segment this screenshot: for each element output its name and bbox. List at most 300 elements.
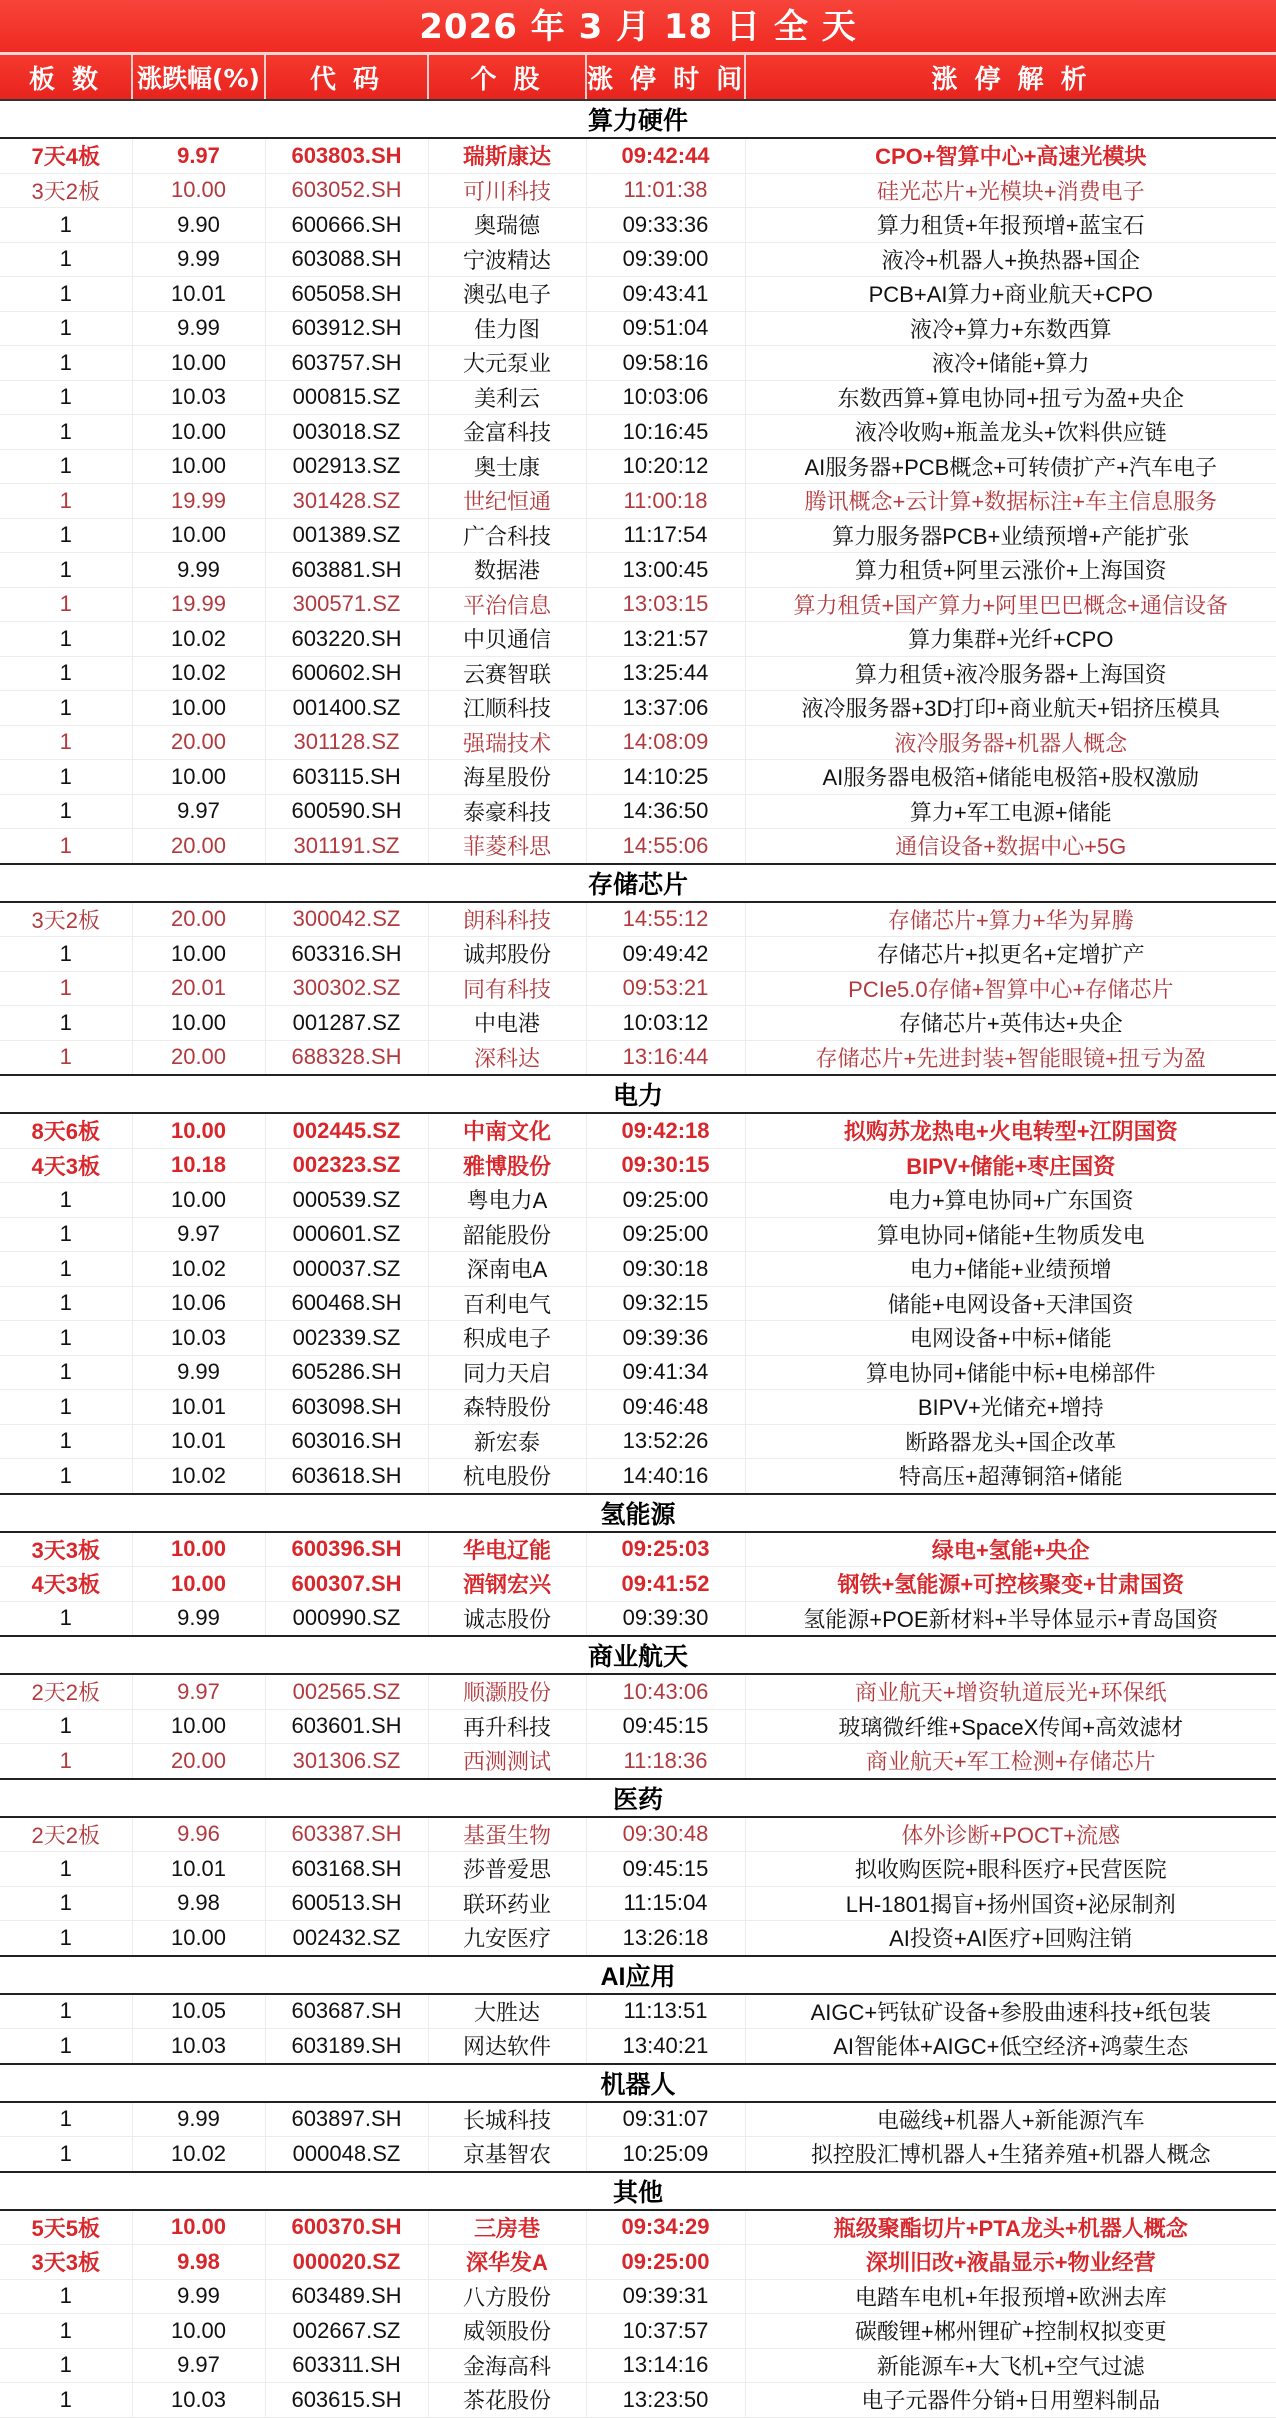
cell-code: 002432.SZ xyxy=(265,1921,428,1956)
cell-limit-time: 10:25:09 xyxy=(586,2137,745,2172)
cell-stock-name: 平治信息 xyxy=(428,587,586,622)
cell-change-pct: 10.00 xyxy=(132,1006,265,1041)
cell-stock-name: 可川科技 xyxy=(428,173,586,208)
cell-change-pct: 20.00 xyxy=(132,902,265,937)
cell-reason: AI服务器电极箔+储能电极箔+股权激励 xyxy=(745,760,1276,795)
cell-boards: 1 xyxy=(0,518,132,553)
cell-stock-name: 联环药业 xyxy=(428,1886,586,1921)
cell-boards: 1 xyxy=(0,553,132,588)
cell-change-pct: 10.03 xyxy=(132,2383,265,2418)
table-row xyxy=(0,1459,1276,1494)
cell-stock-name: 强瑞技术 xyxy=(428,725,586,760)
cell-reason: AI智能体+AIGC+低空经济+鸿蒙生态 xyxy=(745,2029,1276,2064)
table-row xyxy=(0,1217,1276,1252)
table-row xyxy=(0,415,1276,450)
cell-code: 603189.SH xyxy=(265,2029,428,2064)
cell-boards: 1 xyxy=(0,1252,132,1287)
cell-code: 603168.SH xyxy=(265,1852,428,1887)
section-header-row xyxy=(0,100,1276,138)
cell-limit-time: 09:25:03 xyxy=(586,1532,745,1567)
cell-boards: 1 xyxy=(0,829,132,864)
cell-limit-time: 09:39:30 xyxy=(586,1601,745,1636)
cell-change-pct: 10.02 xyxy=(132,656,265,691)
cell-reason: 通信设备+数据中心+5G xyxy=(745,829,1276,864)
table-row xyxy=(0,484,1276,519)
cell-reason: LH-1801揭盲+扬州国资+泌尿制剂 xyxy=(745,1886,1276,1921)
cell-stock-name: 京基智农 xyxy=(428,2137,586,2172)
cell-limit-time: 13:00:45 xyxy=(586,553,745,588)
cell-reason: 存储芯片+英伟达+央企 xyxy=(745,1006,1276,1041)
cell-stock-name: 三房巷 xyxy=(428,2210,586,2245)
cell-stock-name: 世纪恒通 xyxy=(428,484,586,519)
table-row xyxy=(0,2137,1276,2172)
col-header-limit-time: 涨 停 时 间 xyxy=(586,55,745,100)
cell-code: 600590.SH xyxy=(265,794,428,829)
cell-limit-time: 09:31:07 xyxy=(586,2102,745,2137)
table-row xyxy=(0,691,1276,726)
table-row xyxy=(0,208,1276,243)
cell-stock-name: 奥士康 xyxy=(428,449,586,484)
cell-code: 600307.SH xyxy=(265,1567,428,1602)
cell-boards: 2天2板 xyxy=(0,1817,132,1852)
cell-limit-time: 11:00:18 xyxy=(586,484,745,519)
cell-limit-time: 13:21:57 xyxy=(586,622,745,657)
cell-stock-name: 网达软件 xyxy=(428,2029,586,2064)
cell-code: 603311.SH xyxy=(265,2348,428,2383)
cell-stock-name: 菲菱科思 xyxy=(428,829,586,864)
cell-limit-time: 13:23:50 xyxy=(586,2383,745,2418)
cell-change-pct: 9.97 xyxy=(132,1674,265,1709)
cell-code: 003018.SZ xyxy=(265,415,428,450)
cell-limit-time: 11:13:51 xyxy=(586,1994,745,2029)
cell-reason: 算力租赁+年报预增+蓝宝石 xyxy=(745,208,1276,243)
cell-change-pct: 10.18 xyxy=(132,1148,265,1183)
table-row xyxy=(0,656,1276,691)
cell-stock-name: 美利云 xyxy=(428,380,586,415)
cell-boards: 5天5板 xyxy=(0,2210,132,2245)
cell-reason: 算力+军工电源+储能 xyxy=(745,794,1276,829)
cell-reason: 深圳旧改+液晶显示+物业经营 xyxy=(745,2245,1276,2280)
cell-code: 603098.SH xyxy=(265,1390,428,1425)
cell-reason: AI服务器+PCB概念+可转债扩产+汽车电子 xyxy=(745,449,1276,484)
cell-change-pct: 19.99 xyxy=(132,484,265,519)
table-row xyxy=(0,518,1276,553)
cell-stock-name: 韶能股份 xyxy=(428,1217,586,1252)
section-header-row xyxy=(0,1956,1276,1994)
cell-change-pct: 9.97 xyxy=(132,138,265,173)
cell-reason: 氢能源+POE新材料+半导体显示+青岛国资 xyxy=(745,1601,1276,1636)
cell-code: 001400.SZ xyxy=(265,691,428,726)
col-header-code: 代 码 xyxy=(265,55,428,100)
cell-reason: 存储芯片+先进封装+智能眼镜+扭亏为盈 xyxy=(745,1040,1276,1075)
cell-limit-time: 09:46:48 xyxy=(586,1390,745,1425)
section-title: 电力 xyxy=(0,1075,1276,1113)
cell-reason: 算力租赁+阿里云涨价+上海国资 xyxy=(745,553,1276,588)
cell-reason: 电网设备+中标+储能 xyxy=(745,1321,1276,1356)
cell-reason: PCB+AI算力+商业航天+CPO xyxy=(745,277,1276,312)
section-header-row xyxy=(0,2064,1276,2102)
cell-boards: 1 xyxy=(0,1217,132,1252)
cell-boards: 1 xyxy=(0,1886,132,1921)
cell-limit-time: 10:37:57 xyxy=(586,2314,745,2349)
table-row xyxy=(0,2314,1276,2349)
cell-code: 603052.SH xyxy=(265,173,428,208)
cell-boards: 1 xyxy=(0,415,132,450)
table-row xyxy=(0,449,1276,484)
cell-reason: 瓶级聚酯切片+PTA龙头+机器人概念 xyxy=(745,2210,1276,2245)
cell-limit-time: 09:51:04 xyxy=(586,311,745,346)
cell-change-pct: 20.00 xyxy=(132,1040,265,1075)
cell-stock-name: 雅博股份 xyxy=(428,1148,586,1183)
cell-boards: 1 xyxy=(0,622,132,657)
cell-boards: 1 xyxy=(0,2102,132,2137)
cell-change-pct: 10.00 xyxy=(132,449,265,484)
table-row xyxy=(0,1148,1276,1183)
cell-code: 603912.SH xyxy=(265,311,428,346)
cell-limit-time: 09:42:18 xyxy=(586,1113,745,1148)
cell-stock-name: 瑞斯康达 xyxy=(428,138,586,173)
table-row xyxy=(0,346,1276,381)
cell-code: 300571.SZ xyxy=(265,587,428,622)
cell-code: 600370.SH xyxy=(265,2210,428,2245)
cell-boards: 1 xyxy=(0,484,132,519)
cell-stock-name: 诚邦股份 xyxy=(428,937,586,972)
cell-limit-time: 09:32:15 xyxy=(586,1286,745,1321)
cell-code: 603220.SH xyxy=(265,622,428,657)
cell-boards: 1 xyxy=(0,691,132,726)
table-row xyxy=(0,1921,1276,1956)
table-row xyxy=(0,1532,1276,1567)
cell-reason: 液冷+机器人+换热器+国企 xyxy=(745,242,1276,277)
cell-limit-time: 10:03:06 xyxy=(586,380,745,415)
cell-reason: 液冷收购+瓶盖龙头+饮料供应链 xyxy=(745,415,1276,450)
cell-change-pct: 9.97 xyxy=(132,1217,265,1252)
section-header-row xyxy=(0,864,1276,902)
table-row xyxy=(0,1567,1276,1602)
cell-limit-time: 09:39:36 xyxy=(586,1321,745,1356)
cell-change-pct: 19.99 xyxy=(132,587,265,622)
cell-change-pct: 10.06 xyxy=(132,1286,265,1321)
cell-reason: 东数西算+算电协同+扭亏为盈+央企 xyxy=(745,380,1276,415)
cell-code: 001389.SZ xyxy=(265,518,428,553)
cell-limit-time: 13:40:21 xyxy=(586,2029,745,2064)
cell-reason: 电力+储能+业绩预增 xyxy=(745,1252,1276,1287)
cell-boards: 2天2板 xyxy=(0,1674,132,1709)
cell-change-pct: 10.00 xyxy=(132,1921,265,1956)
cell-boards: 1 xyxy=(0,2137,132,2172)
cell-limit-time: 09:45:15 xyxy=(586,1852,745,1887)
cell-reason: PCIe5.0存储+智算中心+存储芯片 xyxy=(745,971,1276,1006)
cell-stock-name: 酒钢宏兴 xyxy=(428,1567,586,1602)
cell-reason: BIPV+光储充+增持 xyxy=(745,1390,1276,1425)
cell-code: 603615.SH xyxy=(265,2383,428,2418)
cell-code: 603316.SH xyxy=(265,937,428,972)
cell-code: 000815.SZ xyxy=(265,380,428,415)
cell-code: 002445.SZ xyxy=(265,1113,428,1148)
cell-boards: 1 xyxy=(0,208,132,243)
cell-change-pct: 9.97 xyxy=(132,2348,265,2383)
cell-limit-time: 09:41:34 xyxy=(586,1355,745,1390)
cell-change-pct: 10.00 xyxy=(132,415,265,450)
cell-limit-time: 09:30:18 xyxy=(586,1252,745,1287)
section-title: 存储芯片 xyxy=(0,864,1276,902)
section-title: 氢能源 xyxy=(0,1494,1276,1532)
col-header-stock: 个 股 xyxy=(428,55,586,100)
table-row xyxy=(0,1709,1276,1744)
cell-code: 603601.SH xyxy=(265,1709,428,1744)
cell-reason: 算力集群+光纤+CPO xyxy=(745,622,1276,657)
cell-limit-time: 11:17:54 xyxy=(586,518,745,553)
cell-boards: 1 xyxy=(0,2383,132,2418)
cell-code: 002667.SZ xyxy=(265,2314,428,2349)
cell-reason: AI投资+AI医疗+回购注销 xyxy=(745,1921,1276,1956)
table-row xyxy=(0,1817,1276,1852)
table-row xyxy=(0,138,1276,173)
section-header-row xyxy=(0,1494,1276,1532)
cell-boards: 1 xyxy=(0,794,132,829)
cell-change-pct: 9.99 xyxy=(132,2279,265,2314)
cell-stock-name: 江顺科技 xyxy=(428,691,586,726)
cell-reason: 电子元器件分销+日用塑料制品 xyxy=(745,2383,1276,2418)
cell-reason: 商业航天+军工检测+存储芯片 xyxy=(745,1744,1276,1779)
cell-change-pct: 10.05 xyxy=(132,1994,265,2029)
cell-boards: 1 xyxy=(0,1424,132,1459)
cell-change-pct: 20.01 xyxy=(132,971,265,1006)
table-row xyxy=(0,2029,1276,2064)
cell-code: 300042.SZ xyxy=(265,902,428,937)
cell-change-pct: 10.00 xyxy=(132,2210,265,2245)
cell-limit-time: 14:55:12 xyxy=(586,902,745,937)
cell-stock-name: 森特股份 xyxy=(428,1390,586,1425)
cell-limit-time: 09:30:15 xyxy=(586,1148,745,1183)
cell-stock-name: 数据港 xyxy=(428,553,586,588)
cell-change-pct: 10.03 xyxy=(132,380,265,415)
cell-limit-time: 09:39:00 xyxy=(586,242,745,277)
cell-limit-time: 14:55:06 xyxy=(586,829,745,864)
cell-stock-name: 宁波精达 xyxy=(428,242,586,277)
cell-change-pct: 10.02 xyxy=(132,2137,265,2172)
cell-stock-name: 华电辽能 xyxy=(428,1532,586,1567)
cell-change-pct: 10.00 xyxy=(132,1113,265,1148)
cell-boards: 1 xyxy=(0,1709,132,1744)
cell-reason: 电踏车电机+年报预增+欧洲去库 xyxy=(745,2279,1276,2314)
cell-change-pct: 9.99 xyxy=(132,1355,265,1390)
cell-limit-time: 10:43:06 xyxy=(586,1674,745,1709)
table-row xyxy=(0,1744,1276,1779)
cell-boards: 1 xyxy=(0,277,132,312)
cell-reason: 储能+电网设备+天津国资 xyxy=(745,1286,1276,1321)
cell-boards: 1 xyxy=(0,2279,132,2314)
cell-limit-time: 09:58:16 xyxy=(586,346,745,381)
cell-boards: 1 xyxy=(0,1006,132,1041)
table-row xyxy=(0,2102,1276,2137)
cell-stock-name: 广合科技 xyxy=(428,518,586,553)
cell-limit-time: 11:18:36 xyxy=(586,1744,745,1779)
cell-code: 002913.SZ xyxy=(265,449,428,484)
cell-reason: 腾讯概念+云计算+数据标注+车主信息服务 xyxy=(745,484,1276,519)
cell-boards: 1 xyxy=(0,971,132,1006)
cell-limit-time: 13:37:06 xyxy=(586,691,745,726)
cell-stock-name: 莎普爱思 xyxy=(428,1852,586,1887)
cell-reason: 特高压+超薄铜箔+储能 xyxy=(745,1459,1276,1494)
cell-change-pct: 20.00 xyxy=(132,1744,265,1779)
cell-boards: 1 xyxy=(0,1852,132,1887)
cell-stock-name: 中南文化 xyxy=(428,1113,586,1148)
cell-change-pct: 10.01 xyxy=(132,1424,265,1459)
cell-change-pct: 10.02 xyxy=(132,1459,265,1494)
col-header-boards: 板 数 xyxy=(0,55,132,100)
cell-boards: 4天3板 xyxy=(0,1148,132,1183)
cell-code: 688328.SH xyxy=(265,1040,428,1075)
cell-reason: 拟控股汇博机器人+生猪养殖+机器人概念 xyxy=(745,2137,1276,2172)
cell-boards: 3天2板 xyxy=(0,173,132,208)
cell-reason: 商业航天+增资轨道辰光+环保纸 xyxy=(745,1674,1276,1709)
table-row xyxy=(0,1390,1276,1425)
cell-stock-name: 奥瑞德 xyxy=(428,208,586,243)
cell-code: 600602.SH xyxy=(265,656,428,691)
cell-change-pct: 9.90 xyxy=(132,208,265,243)
cell-stock-name: 威领股份 xyxy=(428,2314,586,2349)
cell-code: 603881.SH xyxy=(265,553,428,588)
cell-boards: 1 xyxy=(0,1921,132,1956)
cell-stock-name: 西测测试 xyxy=(428,1744,586,1779)
cell-boards: 4天3板 xyxy=(0,1567,132,1602)
cell-reason: 拟收购医院+眼科医疗+民营医院 xyxy=(745,1852,1276,1887)
cell-reason: 算电协同+储能+生物质发电 xyxy=(745,1217,1276,1252)
cell-boards: 1 xyxy=(0,1355,132,1390)
cell-boards: 1 xyxy=(0,1286,132,1321)
table-row xyxy=(0,1424,1276,1459)
cell-boards: 1 xyxy=(0,311,132,346)
table-row xyxy=(0,2245,1276,2280)
cell-reason: 算力租赁+国产算力+阿里巴巴概念+通信设备 xyxy=(745,587,1276,622)
cell-limit-time: 13:14:16 xyxy=(586,2348,745,2383)
cell-boards: 1 xyxy=(0,1601,132,1636)
cell-code: 603489.SH xyxy=(265,2279,428,2314)
cell-limit-time: 09:49:42 xyxy=(586,937,745,972)
cell-limit-time: 09:43:41 xyxy=(586,277,745,312)
cell-code: 000037.SZ xyxy=(265,1252,428,1287)
cell-limit-time: 10:16:45 xyxy=(586,415,745,450)
section-title: 机器人 xyxy=(0,2064,1276,2102)
cell-limit-time: 14:10:25 xyxy=(586,760,745,795)
cell-reason: 电力+算电协同+广东国资 xyxy=(745,1183,1276,1218)
cell-limit-time: 09:41:52 xyxy=(586,1567,745,1602)
cell-boards: 1 xyxy=(0,656,132,691)
cell-stock-name: 海星股份 xyxy=(428,760,586,795)
cell-boards: 3天3板 xyxy=(0,1532,132,1567)
cell-change-pct: 10.00 xyxy=(132,2314,265,2349)
cell-limit-time: 09:30:48 xyxy=(586,1817,745,1852)
cell-code: 301128.SZ xyxy=(265,725,428,760)
section-header-row xyxy=(0,1075,1276,1113)
cell-reason: 断路器龙头+国企改革 xyxy=(745,1424,1276,1459)
cell-code: 002323.SZ xyxy=(265,1148,428,1183)
cell-limit-time: 11:15:04 xyxy=(586,1886,745,1921)
section-title: AI应用 xyxy=(0,1956,1276,1994)
cell-code: 605286.SH xyxy=(265,1355,428,1390)
cell-code: 301306.SZ xyxy=(265,1744,428,1779)
table-row xyxy=(0,1006,1276,1041)
cell-change-pct: 10.03 xyxy=(132,1321,265,1356)
cell-code: 603757.SH xyxy=(265,346,428,381)
cell-change-pct: 10.01 xyxy=(132,277,265,312)
cell-reason: 液冷+储能+算力 xyxy=(745,346,1276,381)
cell-limit-time: 13:03:15 xyxy=(586,587,745,622)
cell-stock-name: 杭电股份 xyxy=(428,1459,586,1494)
cell-reason: 体外诊断+POCT+流感 xyxy=(745,1817,1276,1852)
cell-boards: 3天2板 xyxy=(0,902,132,937)
cell-boards: 1 xyxy=(0,1183,132,1218)
cell-limit-time: 14:40:16 xyxy=(586,1459,745,1494)
cell-stock-name: 顺灏股份 xyxy=(428,1674,586,1709)
cell-code: 000020.SZ xyxy=(265,2245,428,2280)
cell-change-pct: 10.00 xyxy=(132,518,265,553)
cell-limit-time: 09:42:44 xyxy=(586,138,745,173)
cell-limit-time: 13:52:26 xyxy=(586,1424,745,1459)
cell-code: 000601.SZ xyxy=(265,1217,428,1252)
cell-stock-name: 粤电力A xyxy=(428,1183,586,1218)
table-row xyxy=(0,725,1276,760)
table-row xyxy=(0,971,1276,1006)
cell-boards: 1 xyxy=(0,1040,132,1075)
table-row xyxy=(0,1355,1276,1390)
cell-change-pct: 10.00 xyxy=(132,760,265,795)
cell-reason: 液冷服务器+机器人概念 xyxy=(745,725,1276,760)
cell-boards: 1 xyxy=(0,1390,132,1425)
cell-change-pct: 9.96 xyxy=(132,1817,265,1852)
table-row xyxy=(0,794,1276,829)
cell-reason: 电磁线+机器人+新能源汽车 xyxy=(745,2102,1276,2137)
cell-reason: 碳酸锂+郴州锂矿+控制权拟变更 xyxy=(745,2314,1276,2349)
cell-limit-time: 10:03:12 xyxy=(586,1006,745,1041)
cell-code: 603088.SH xyxy=(265,242,428,277)
table-row xyxy=(0,1852,1276,1887)
cell-stock-name: 佳力图 xyxy=(428,311,586,346)
cell-code: 002565.SZ xyxy=(265,1674,428,1709)
table-row xyxy=(0,173,1276,208)
cell-reason: 算力租赁+液冷服务器+上海国资 xyxy=(745,656,1276,691)
cell-boards: 1 xyxy=(0,1321,132,1356)
cell-limit-time: 14:08:09 xyxy=(586,725,745,760)
cell-boards: 1 xyxy=(0,725,132,760)
cell-code: 600468.SH xyxy=(265,1286,428,1321)
cell-limit-time: 09:34:29 xyxy=(586,2210,745,2245)
cell-stock-name: 同力天启 xyxy=(428,1355,586,1390)
table-row xyxy=(0,311,1276,346)
cell-change-pct: 9.99 xyxy=(132,1601,265,1636)
section-title: 商业航天 xyxy=(0,1636,1276,1674)
cell-code: 603687.SH xyxy=(265,1994,428,2029)
cell-code: 002339.SZ xyxy=(265,1321,428,1356)
cell-change-pct: 10.00 xyxy=(132,1532,265,1567)
section-title: 其他 xyxy=(0,2172,1276,2210)
cell-stock-name: 深科达 xyxy=(428,1040,586,1075)
cell-code: 600513.SH xyxy=(265,1886,428,1921)
cell-reason: 液冷服务器+3D打印+商业航天+铝挤压模具 xyxy=(745,691,1276,726)
table-row xyxy=(0,902,1276,937)
cell-code: 605058.SH xyxy=(265,277,428,312)
cell-reason: 拟购苏龙热电+火电转型+江阴国资 xyxy=(745,1113,1276,1148)
cell-code: 603387.SH xyxy=(265,1817,428,1852)
table-row xyxy=(0,242,1276,277)
cell-code: 000048.SZ xyxy=(265,2137,428,2172)
cell-limit-time: 13:26:18 xyxy=(586,1921,745,1956)
cell-stock-name: 大胜达 xyxy=(428,1994,586,2029)
cell-boards: 1 xyxy=(0,346,132,381)
cell-boards: 1 xyxy=(0,760,132,795)
cell-code: 603897.SH xyxy=(265,2102,428,2137)
